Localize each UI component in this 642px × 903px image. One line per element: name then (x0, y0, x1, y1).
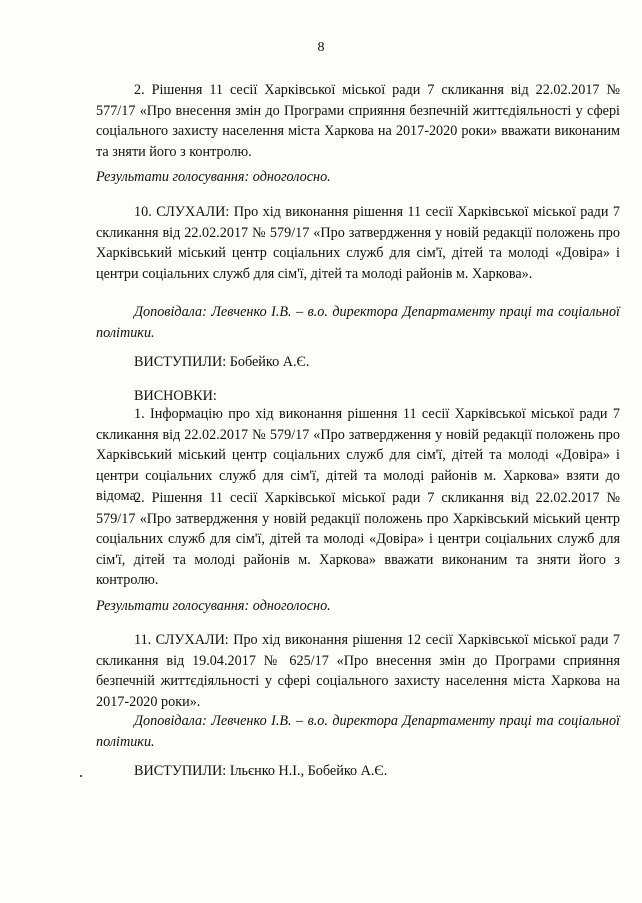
vote-result-2: Результати голосування: одноголосно. (96, 598, 331, 614)
conclusion-paragraph-1: 1. Інформацію про хід виконання рішення 11 сесії Харківської міської ради 7 скликання від 22.02.2017 № 579/17 «Про затвердження у новій редакції положень про Харківський міський центр соціальних служб для сім'ї, дітей та молоді «Довіра» і центри соціальних служб для сім'ї, дітей та молоді районів м. Харкова» взяти до відома. (96, 406, 620, 504)
conclusions-title: ВИСНОВКИ: (134, 388, 217, 404)
page-number: 8 (317, 40, 325, 55)
speakers-paragraph: ВИСТУПИЛИ: Бобейко А.Є. (134, 354, 310, 370)
reporter-paragraph-11: Доповідала: Левченко І.В. – в.о. директора Департаменту праці та соціальної політики. (96, 713, 620, 750)
heard-paragraph-11: 11. СЛУХАЛИ: Про хід виконання рішення 12 сесії Харківської міської ради 7 скликання від 19.04.2017 № 625/17 «Про внесення змін до Програми сприяння безпечній життєдіяльності у сфері соціального захисту населення міста Харкова на 2017-2020 роки». (96, 632, 620, 710)
speakers-paragraph-11: ВИСТУПИЛИ: Ільєнко Н.І., Бобейко А.Є. (134, 763, 388, 779)
scan-dot (80, 775, 82, 777)
reporter-paragraph: Доповідала: Левченко І.В. – в.о. директора Департаменту праці та соціальної політики. (96, 304, 620, 341)
conclusion-paragraph-2: 2. Рішення 11 сесії Харківської міської ради 7 скликання від 22.02.2017 № 579/17 «Про затвердження у новій редакції положень про Харківський міський центр соціальних служб для сім'ї, дітей та молоді «Довіра» і центри соціальних служб для сім'ї, дітей та молоді районів м. Харкова» вважати виконаним та зняти його з контролю. (96, 490, 620, 588)
decision-paragraph: 2. Рішення 11 сесії Харківської міської ради 7 скликання від 22.02.2017 № 577/17 «Про внесення змін до Програми сприяння безпечній життєдіяльності у сфері соціального захисту населення міста Харкова на 2017-2020 роки» вважати виконаним та зняти його з контролю. (96, 82, 620, 160)
heard-paragraph: 10. СЛУХАЛИ: Про хід виконання рішення 11 сесії Харківської міської ради 7 скликання від 22.02.2017 № 579/17 «Про затвердження у новій редакції положень про Харківський міський центр соціальних служб для сім'ї, дітей та молоді «Довіра» і центри соціальних служб для сім'ї, дітей та молоді районів м. Харкова». (96, 204, 620, 282)
vote-result: Результати голосування: одноголосно. (96, 169, 331, 185)
